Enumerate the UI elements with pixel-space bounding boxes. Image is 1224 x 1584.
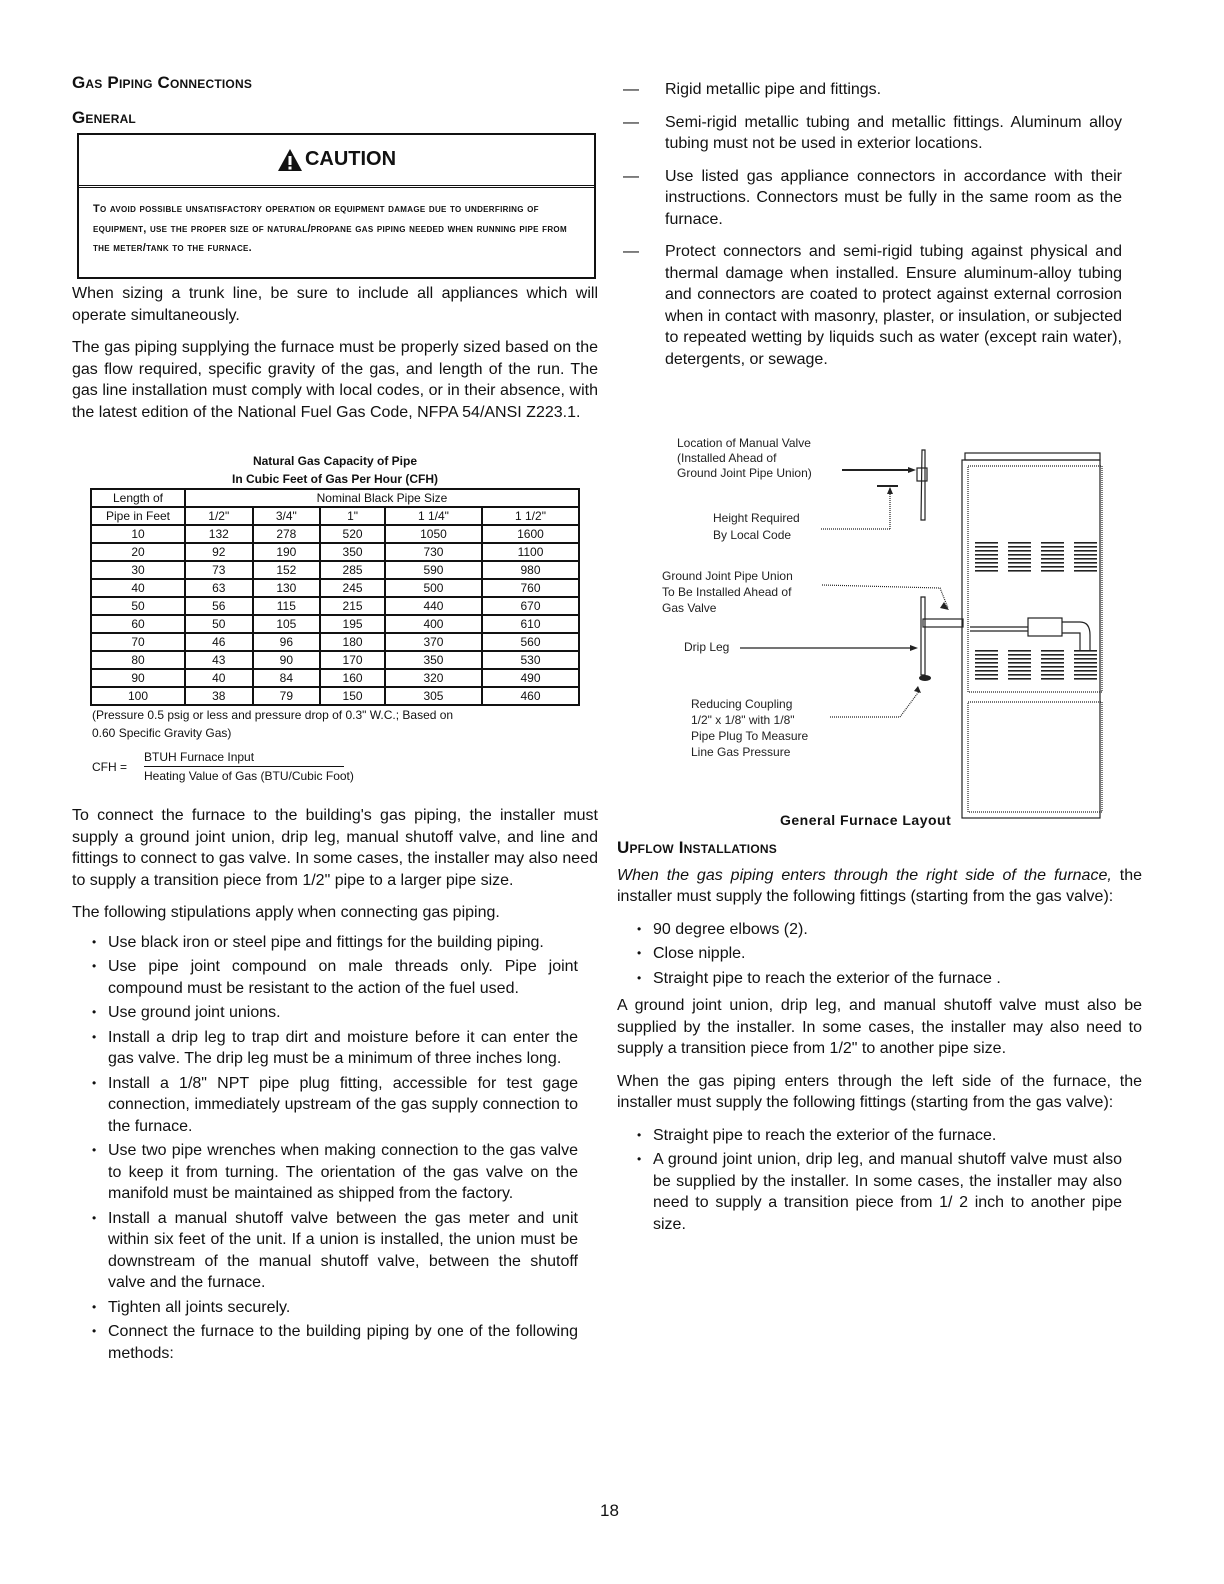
louver-slot xyxy=(1008,666,1031,668)
table-row xyxy=(91,687,579,705)
label-line: Line Gas Pressure xyxy=(691,745,791,759)
louver-slot xyxy=(1074,678,1097,680)
connection-methods xyxy=(617,79,1122,381)
label-line: Height Required xyxy=(713,511,800,525)
label-reducing-coupling xyxy=(691,696,808,760)
upflow-intro-italic: When the gas piping enters through the right side of the furnace, xyxy=(617,866,1112,884)
pipe-length-cell: 60 xyxy=(91,615,185,633)
table-row xyxy=(91,669,579,687)
louver-slot xyxy=(975,674,998,676)
paragraph: The following stipulations apply when connecting gas piping. xyxy=(72,904,500,921)
capacity-cell: 1050 xyxy=(385,525,482,543)
column-header: 1/2" xyxy=(185,507,253,525)
list-item: • Use black iron or steel pipe and fittings for the building piping. xyxy=(72,932,578,954)
list-item: • Close nipple. xyxy=(617,943,1142,965)
capacity-cell: 590 xyxy=(385,561,482,579)
furnace-layout-diagram xyxy=(640,430,1110,830)
capacity-cell: 215 xyxy=(320,597,385,615)
table-row xyxy=(91,633,579,651)
louver-slot xyxy=(1041,558,1064,560)
capacity-cell: 92 xyxy=(185,543,253,561)
capacity-cell: 79 xyxy=(253,687,321,705)
louver-slot xyxy=(1008,654,1031,656)
label-line: Location of Manual Valve xyxy=(677,436,811,450)
capacity-cell: 73 xyxy=(185,561,253,579)
louver-slot xyxy=(1008,546,1031,548)
louver-slot xyxy=(1041,542,1064,544)
label-drip-leg: Drip Leg xyxy=(684,640,730,654)
louver-slot xyxy=(975,666,998,668)
louver-slot xyxy=(1074,570,1097,572)
capacity-cell: 40 xyxy=(185,669,253,687)
table-caption: Natural Gas Capacity of Pipe xyxy=(252,454,418,468)
cfh-formula xyxy=(90,750,580,790)
capacity-cell: 520 xyxy=(320,525,385,543)
left-entry-fittings-list xyxy=(617,1125,1142,1236)
list-item: — Rigid metallic pipe and fittings. xyxy=(617,79,1122,101)
left-column-bottom xyxy=(72,805,598,1367)
warning-icon xyxy=(277,148,303,172)
louver-slot xyxy=(1041,654,1064,656)
upflow-intro: the installer must supply the following fittings (starting from the gas valve): xyxy=(617,866,1142,905)
louver-slot xyxy=(1041,670,1064,672)
capacity-cell: 50 xyxy=(185,615,253,633)
louver-slot xyxy=(1074,666,1097,668)
capacity-cell: 180 xyxy=(320,633,385,651)
capacity-cell: 1600 xyxy=(482,525,579,543)
louver-slot xyxy=(1008,662,1031,664)
louver-slot xyxy=(1074,650,1097,652)
pipe-length-cell: 100 xyxy=(91,687,185,705)
louver-slot xyxy=(975,570,998,572)
formula-lhs: CFH = xyxy=(92,760,128,774)
capacity-cell: 150 xyxy=(320,687,385,705)
pipe-length-cell: 70 xyxy=(91,633,185,651)
louver-slot xyxy=(975,554,998,556)
louver-slot xyxy=(975,650,998,652)
capacity-cell: 132 xyxy=(185,525,253,543)
capacity-cell: 152 xyxy=(253,561,321,579)
section-title: Gas Piping Connections xyxy=(72,73,253,92)
gas-capacity-table xyxy=(90,488,580,706)
right-column-bottom xyxy=(617,837,1142,1238)
capacity-cell: 43 xyxy=(185,651,253,669)
label-line: Ground Joint Pipe Union xyxy=(662,569,793,583)
louver-slot xyxy=(975,550,998,552)
capacity-cell: 305 xyxy=(385,687,482,705)
louver-slot xyxy=(1008,542,1031,544)
group-header: Nominal Black Pipe Size xyxy=(185,489,579,507)
column-header: 1 1/2" xyxy=(482,507,579,525)
louver-slot xyxy=(1008,558,1031,560)
capacity-cell: 190 xyxy=(253,543,321,561)
column-header: 1 1/4" xyxy=(385,507,482,525)
list-item: — Protect connectors and semi-rigid tubing against physical and thermal damage when installed. Ensure aluminum-alloy tubing and connectors are coated to protect against external corrosion when in contact with masonry, plaster, or insulation, or subjected to repeated wetting by liquids such as water (except rain water), detergents, or sewage. xyxy=(617,241,1122,370)
louver-slot xyxy=(975,678,998,680)
formula-denominator: Heating Value of Gas (BTU/Cubic Foot) xyxy=(144,769,354,783)
louver-slot xyxy=(975,562,998,564)
list-item: • Tighten all joints securely. xyxy=(72,1297,578,1319)
label-height-required xyxy=(713,510,800,544)
louver-slot xyxy=(975,662,998,664)
louver-slot xyxy=(1074,542,1097,544)
list-item: • Straight pipe to reach the exterior of the furnace. xyxy=(617,1125,1122,1147)
paragraph: The gas piping supplying the furnace must be properly sized based on the gas flow required, specific gravity of the gas, and length of the run. The gas line installation must comply with local codes, or in their absence, with the latest edition of the National Fuel Gas Code, NFPA 54/ANSI Z223.1. xyxy=(72,339,598,421)
capacity-cell: 500 xyxy=(385,579,482,597)
list-item: — Use listed gas appliance connectors in accordance with their instructions. Connectors must be fully in the same room as the furnace. xyxy=(617,166,1122,231)
capacity-cell: 980 xyxy=(482,561,579,579)
paragraph: A ground joint union, drip leg, and manual shutoff valve must also be supplied by the installer. In some cases, the installer may also need to supply a transition piece from 1/2" to another pipe size. xyxy=(617,997,1142,1057)
louver-slot xyxy=(1041,674,1064,676)
louver-slot xyxy=(1041,546,1064,548)
pipe-length-cell: 10 xyxy=(91,525,185,543)
capacity-cell: 84 xyxy=(253,669,321,687)
label-line: (Installed Ahead of xyxy=(677,451,777,465)
table-header-row xyxy=(91,489,579,507)
capacity-cell: 105 xyxy=(253,615,321,633)
louver-slot xyxy=(1074,566,1097,568)
table-row xyxy=(91,561,579,579)
formula-numerator: BTUH Furnace Input xyxy=(144,748,344,767)
stipulations-list xyxy=(72,932,598,1365)
louver-slot xyxy=(1041,666,1064,668)
table-header-row xyxy=(91,507,579,525)
capacity-cell: 170 xyxy=(320,651,385,669)
list-item: • A ground joint union, drip leg, and manual shutoff valve must also be supplied by the installer. In some cases, the installer may also need to supply a transition piece from 1/ 2 inch to another pipe size. xyxy=(617,1149,1122,1235)
louver-slot xyxy=(1041,550,1064,552)
list-item: • Install a manual shutoff valve between the gas meter and unit within six feet of the unit. If a union is installed, the union must be downstream of the manual shutoff valve, between the shutoff valve and the furnace. xyxy=(72,1208,578,1294)
table-caption: In Cubic Feet of Gas Per Hour (CFH) xyxy=(231,472,438,486)
table-row xyxy=(91,597,579,615)
paragraph: When sizing a trunk line, be sure to include all appliances which will operate simultaneously. xyxy=(72,285,598,324)
pipe-length-cell: 30 xyxy=(91,561,185,579)
capacity-cell: 38 xyxy=(185,687,253,705)
louver-slot xyxy=(1041,562,1064,564)
louver-slot xyxy=(1008,670,1031,672)
louver-slot xyxy=(1074,546,1097,548)
louver-slot xyxy=(1041,678,1064,680)
capacity-cell: 115 xyxy=(253,597,321,615)
capacity-cell: 350 xyxy=(320,543,385,561)
capacity-cell: 1100 xyxy=(482,543,579,561)
label-ground-joint-union xyxy=(662,568,793,616)
pipe-length-cell: 40 xyxy=(91,579,185,597)
louver-slot xyxy=(1074,562,1097,564)
capacity-cell: 760 xyxy=(482,579,579,597)
capacity-cell: 130 xyxy=(253,579,321,597)
louver-slot xyxy=(1041,662,1064,664)
label-manual-valve xyxy=(677,436,812,481)
furnace-drawing xyxy=(640,430,1110,830)
capacity-cell: 245 xyxy=(320,579,385,597)
gas-capacity-table-block xyxy=(90,452,580,790)
louver-slot xyxy=(1074,550,1097,552)
column-header: 3/4" xyxy=(253,507,321,525)
louver-slot xyxy=(1008,650,1031,652)
capacity-cell: 56 xyxy=(185,597,253,615)
louver-slot xyxy=(1008,566,1031,568)
capacity-cell: 460 xyxy=(482,687,579,705)
capacity-cell: 670 xyxy=(482,597,579,615)
column-header: 1" xyxy=(320,507,385,525)
label-line: Gas Valve xyxy=(662,601,717,615)
page-number: 18 xyxy=(600,1501,619,1520)
louver-slot xyxy=(1074,662,1097,664)
capacity-cell: 400 xyxy=(385,615,482,633)
louver-slot xyxy=(1008,554,1031,556)
louver-slot xyxy=(975,558,998,560)
louver-slot xyxy=(1074,654,1097,656)
capacity-cell: 440 xyxy=(385,597,482,615)
paragraph: When the gas piping enters through the left side of the furnace, the installer must supply the following fittings (starting from the gas valve): xyxy=(617,1072,1142,1111)
left-column-top xyxy=(72,283,598,434)
capacity-cell: 63 xyxy=(185,579,253,597)
capacity-cell: 285 xyxy=(320,561,385,579)
louver-slot xyxy=(975,566,998,568)
caution-title: CAUTION xyxy=(304,148,397,171)
upflow-fittings-list xyxy=(617,919,1142,990)
paragraph: To connect the furnace to the building's gas piping, the installer must supply a ground joint union, drip leg, manual shutoff valve, and line and fittings to connect to gas valve. In some cases, the installer may also need to supply a transition piece from 1/2" pipe to a larger pipe size. xyxy=(72,807,598,889)
louver-slot xyxy=(1074,558,1097,560)
capacity-cell: 195 xyxy=(320,615,385,633)
louver-slot xyxy=(975,658,998,660)
label-line: Ground Joint Pipe Union) xyxy=(677,466,812,480)
louver-slot xyxy=(1041,566,1064,568)
list-item: • Connect the furnace to the building piping by one of the following methods: xyxy=(72,1321,578,1364)
louver-slot xyxy=(1008,570,1031,572)
list-item: • Use pipe joint compound on male threads only. Pipe joint compound must be resistant to the action of the fuel used. xyxy=(72,956,578,999)
pipe-length-cell: 90 xyxy=(91,669,185,687)
pipe-length-cell: 50 xyxy=(91,597,185,615)
capacity-cell: 320 xyxy=(385,669,482,687)
table-note: 0.60 Specific Gravity Gas) xyxy=(92,726,232,740)
louver-slot xyxy=(975,654,998,656)
row-header: Pipe in Feet xyxy=(91,507,185,525)
capacity-cell: 610 xyxy=(482,615,579,633)
louver-slot xyxy=(1008,674,1031,676)
table-note: (Pressure 0.5 psig or less and pressure drop of 0.3" W.C.; Based on xyxy=(92,708,454,722)
louver-slot xyxy=(975,546,998,548)
capacity-cell: 350 xyxy=(385,651,482,669)
capacity-cell: 530 xyxy=(482,651,579,669)
louver-slot xyxy=(1074,670,1097,672)
louver-slot xyxy=(1008,550,1031,552)
subsection-title: General xyxy=(72,108,136,127)
label-line: To Be Installed Ahead of xyxy=(662,585,792,599)
row-header: Length of xyxy=(91,489,185,507)
pipe-length-cell: 20 xyxy=(91,543,185,561)
pipe-length-cell: 80 xyxy=(91,651,185,669)
capacity-cell: 370 xyxy=(385,633,482,651)
table-row xyxy=(91,525,579,543)
label-line: Reducing Coupling xyxy=(691,697,793,711)
louver-slot xyxy=(1041,554,1064,556)
table-row xyxy=(91,579,579,597)
louver-slot xyxy=(1008,678,1031,680)
louver-slot xyxy=(1074,554,1097,556)
louver-slot xyxy=(975,670,998,672)
capacity-cell: 96 xyxy=(253,633,321,651)
caution-header xyxy=(79,135,594,188)
list-item: • 90 degree elbows (2). xyxy=(617,919,1142,941)
label-line: By Local Code xyxy=(713,528,792,542)
label-line: 1/2" x 1/8" with 1/8" xyxy=(691,713,795,727)
caution-box xyxy=(77,133,596,279)
louver-slot xyxy=(1074,658,1097,660)
louver-slot xyxy=(1041,570,1064,572)
capacity-cell: 160 xyxy=(320,669,385,687)
upflow-title: Upflow Installations xyxy=(617,838,777,857)
capacity-cell: 490 xyxy=(482,669,579,687)
louver-slot xyxy=(1041,650,1064,652)
louver-slot xyxy=(1008,562,1031,564)
methods-list xyxy=(617,79,1122,370)
list-item: • Straight pipe to reach the exterior of the furnace . xyxy=(617,968,1142,990)
list-item: • Install a 1/8" NPT pipe plug fitting, accessible for test gage connection, immediately upstream of the gas supply connection to the furnace. xyxy=(72,1073,578,1138)
list-item: • Use ground joint unions. xyxy=(72,1002,578,1024)
caution-text: To avoid possible unsatisfactory operation or equipment damage due to underfiring of equipment, use the proper size of natural/propane gas piping needed when running pipe from the meter/tank to the furnace. xyxy=(93,203,567,254)
louver-slot xyxy=(975,542,998,544)
table-row xyxy=(91,543,579,561)
capacity-cell: 730 xyxy=(385,543,482,561)
list-item: • Use two pipe wrenches when making connection to the gas valve to keep it from turning. The orientation of the gas valve on the manifold must be maintained as shipped from the factory. xyxy=(72,1140,578,1205)
capacity-cell: 46 xyxy=(185,633,253,651)
table-row xyxy=(91,615,579,633)
diagram-caption: General Furnace Layout xyxy=(780,810,953,832)
louver-slot xyxy=(1041,658,1064,660)
louver-slot xyxy=(1008,658,1031,660)
capacity-cell: 278 xyxy=(253,525,321,543)
capacity-cell: 560 xyxy=(482,633,579,651)
list-item: • Install a drip leg to trap dirt and moisture before it can enter the gas valve. The drip leg must be a minimum of three inches long. xyxy=(72,1027,578,1070)
louver-slot xyxy=(1074,674,1097,676)
list-item: — Semi-rigid metallic tubing and metallic fittings. Aluminum alloy tubing must not be used in exterior locations. xyxy=(617,112,1122,155)
label-line: Pipe Plug To Measure xyxy=(691,729,809,743)
capacity-cell: 90 xyxy=(253,651,321,669)
table-row xyxy=(91,651,579,669)
